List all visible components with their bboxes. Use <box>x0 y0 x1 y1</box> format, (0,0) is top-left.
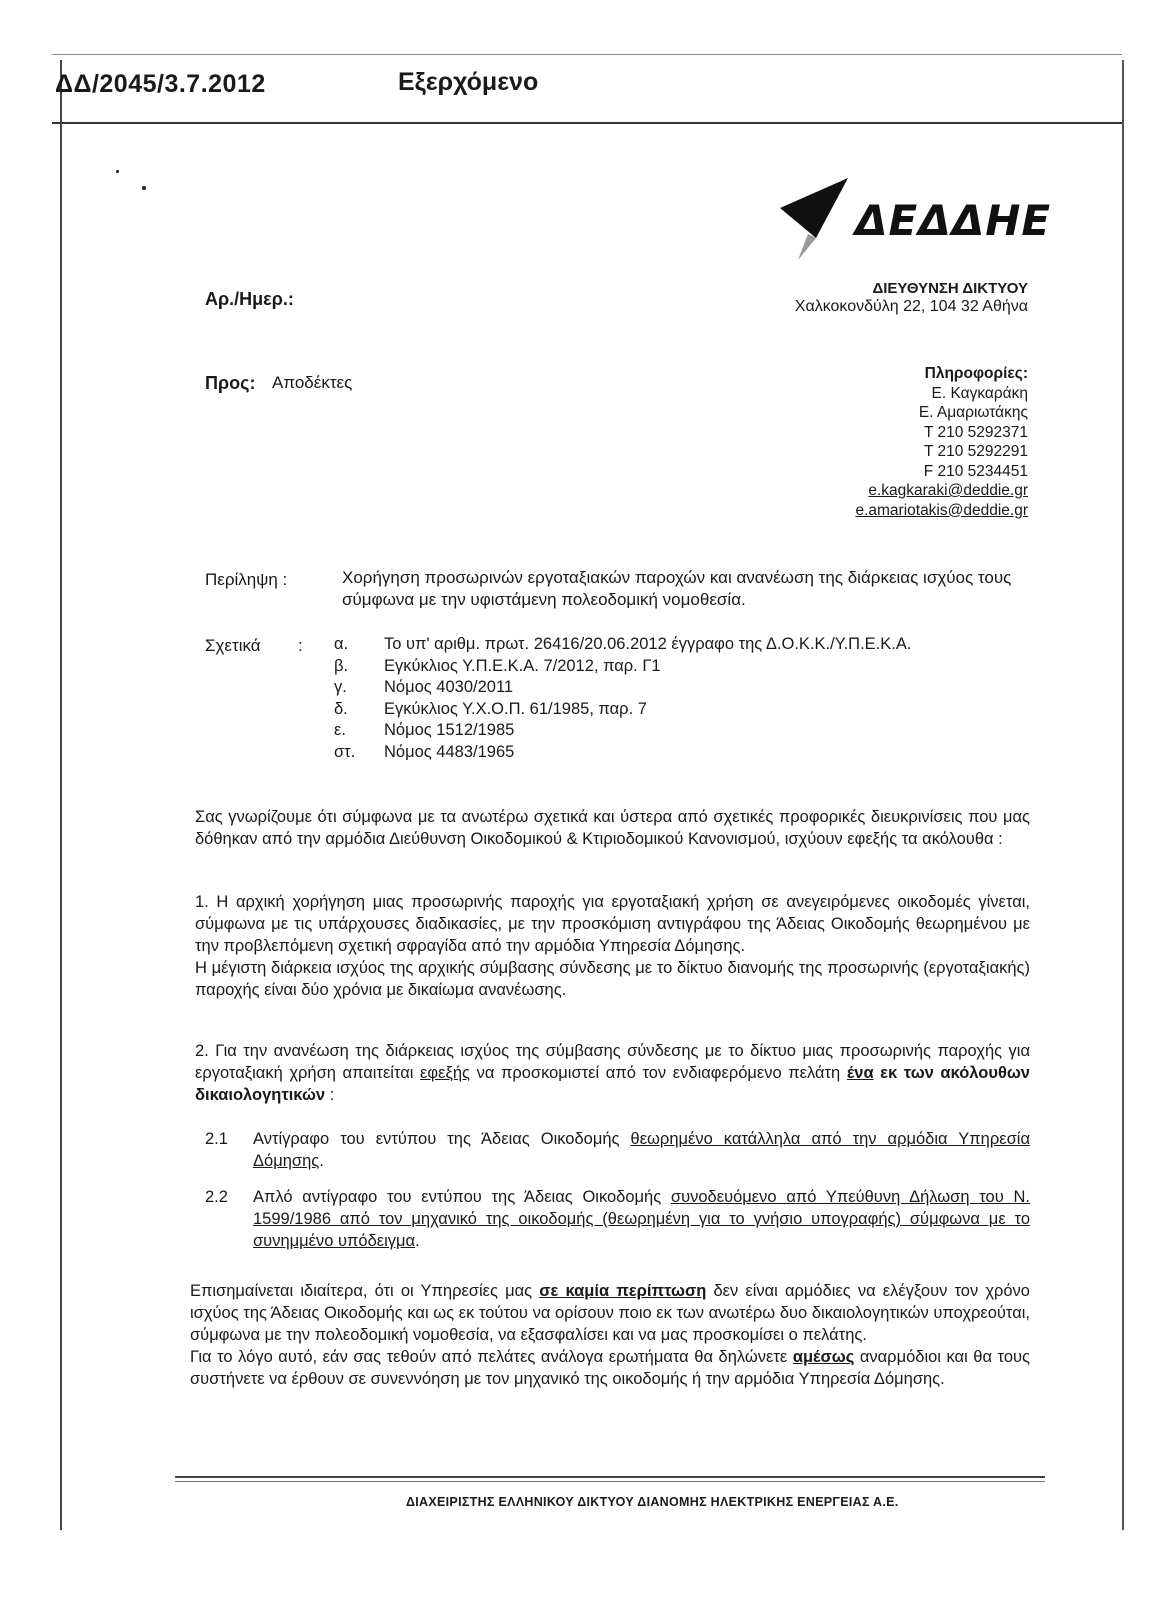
point-1-text: 1. Η αρχική χορήγηση μιας προσωρινής παροχής για εργοταξιακή χρήση σε ανεγειρόμενες οικοδομές γίνεται, σύμφωνα με τις υπάρχουσες διαδικασίες, με την προσκόμιση αντιγράφου της Άδειας Οικοδομής θεωρημένου με την προβλεπόμενη σχετική σφραγίδα από την αρμόδια Υπηρεσία Δόμησης. <box>195 893 1030 955</box>
ref-date-label: Αρ./Ημερ.: <box>205 289 294 309</box>
company-logo-text: ΔΕΔΔΗΕ <box>855 196 1052 245</box>
sender-address: Χαλκοκονδύλη 22, 104 32 Αθήνα <box>794 298 1028 315</box>
recipient-value: Αποδέκτες <box>272 373 353 392</box>
contact-name: Ε. Αμαριωτάκης <box>918 404 1028 421</box>
sender-department: ΔΙΕΥΘΥΝΣΗ ΔΙΚΤΥΟΥ <box>872 280 1028 297</box>
footer-company-name: ΔΙΑΧΕΙΡΙΣΤΗΣ ΕΛΛΗΝΙΚΟΥ ΔΙΚΤΥΟΥ ΔΙΑΝΟΜΗΣ ΗΛΕΚΤΡΙΚΗΣ ΕΝΕΡΓΕΙΑΣ Α.Ε. <box>406 1495 899 1509</box>
summary-label: Περίληψη : <box>205 570 288 589</box>
related-colon: : <box>298 636 303 655</box>
related-item: α. Το υπ' αριθμ. πρωτ. 26416/20.06.2012 έγγραφο της Δ.Ο.Κ.Κ./Υ.Π.Ε.Κ.Α. <box>334 635 912 653</box>
contact-email-link[interactable]: e.amariotakis@deddie.gr <box>855 501 1028 519</box>
related-item: β. Εγκύκλιος Υ.Π.Ε.Κ.Α. 7/2012, παρ. Γ1 <box>334 656 661 675</box>
point-1-duration: Η μέγιστη διάρκεια ισχύος της αρχικής σύμβασης σύνδεσης με το δίκτυο διανομής της προσωρινής (εργοταξιακής) παροχής είναι δύο χρόνια με δικαίωμα ανανέωσης. <box>195 959 1030 999</box>
related-item: στ. Νόμος 4483/1965 <box>334 742 515 761</box>
body-point-2: 2. Για την ανανέωση της διάρκειας ισχύος της σύμβασης σύνδεσης με το δίκτυο μιας προσωρινής παροχής για εργοταξιακή χρήση απαιτείται εφεξής να προσκομιστεί από τον ενδιαφερόμενο πελάτη ένα εκ των ακόλουθων δικαιολογητικών : <box>195 1042 1030 1104</box>
document-reference: ΔΔ/2045/3.7.2012 <box>55 70 266 98</box>
related-item: γ. Νόμος 4030/2011 <box>334 678 514 696</box>
related-item: ε. Νόμος 1512/1985 <box>334 721 515 739</box>
body-notice: Επισημαίνεται ιδιαίτερα, ότι οι Υπηρεσίες μας σε καμία περίπτωση δεν είναι αρμόδιες να ελέγξουν τον χρόνο ισχύος της Άδειας Οικοδομής και ως εκ τούτου να ορίσουν ποιο εκ των ανωτέρω δυο δικαιολογητικών υποχρεούται, σύμφωνα με την πολεοδομική νομοθεσία, να εξασφαλίσει και να μας προσκομίσει ο πελάτης. Για το λόγο αυτό, εάν σας τεθούν από πελάτες ανάλογα ερωτήματα θα δηλώνετε αμέσως αναρμόδιοι και θα τους συστήνετε να έρθουν σε συνεννόηση με τον μηχανικό της οικοδομής ή την αρμόδια Υπηρεσία Δόμησης. <box>190 1282 1030 1388</box>
recipient-label: Προς: <box>205 373 256 393</box>
contact-phone: Τ 210 5292291 <box>923 443 1028 460</box>
footer-rule <box>175 1476 1045 1478</box>
contact-email-link[interactable]: e.kagkaraki@deddie.gr <box>868 482 1028 499</box>
company-logo-icon <box>778 178 858 268</box>
scan-speck <box>116 170 119 173</box>
header-rule <box>52 122 1122 124</box>
related-label: Σχετικά <box>205 636 261 655</box>
right-border <box>1122 60 1124 1530</box>
contact-info <box>855 364 1028 520</box>
header-rule-top <box>52 54 1122 55</box>
contact-info-title: Πληροφορίες: <box>924 365 1028 382</box>
related-item: δ. Εγκύκλιος Υ.Χ.Ο.Π. 61/1985, παρ. 7 <box>334 699 647 718</box>
related-list <box>334 634 911 763</box>
document-status: Εξερχόμενο <box>398 68 539 96</box>
summary-text: Χορήγηση προσωρινών εργοταξιακών παροχών και ανανέωση της διάρκειας ισχύος τους σύμφωνα με την υφιστάμενη πολεοδομική νομοθεσία. <box>342 568 1012 609</box>
contact-phone: Τ 210 5292371 <box>923 423 1028 441</box>
body-intro: Σας γνωρίζουμε ότι σύμφωνα με τα ανωτέρω σχετικά και ύστερα από σχετικές προφορικές διευκρινίσεις που μας δόθηκαν από την αρμόδια Διεύθυνση Οικοδομικού & Κτιριοδομικού Κανονισμού, ισχύουν εφεξής τα ακόλουθα : <box>195 808 1030 848</box>
body-point-1 <box>195 891 1030 1001</box>
scan-speck <box>142 186 146 190</box>
subpoint-2-1: 2.1 Αντίγραφο του εντύπου της Άδειας Οικοδομής θεωρημένο κατάλληλα από την αρμόδια Υπηρεσία Δόμησης. <box>205 1130 1030 1170</box>
contact-name: Ε. Καγκαράκη <box>931 384 1028 402</box>
footer-rule <box>175 1481 1045 1482</box>
contact-fax: F 210 5234451 <box>923 462 1028 480</box>
subpoint-2-2: 2.2 Απλό αντίγραφο του εντύπου της Άδειας Οικοδομής συνοδευόμενο από Υπεύθυνη Δήλωση του Ν. 1599/1986 από τον μηχανικό της οικοδομής (θεωρημένη για το γνήσιο υπογραφής) σύμφωνα με το συνημμένο υπόδειγμα. <box>205 1188 1030 1250</box>
left-border <box>60 60 62 1530</box>
